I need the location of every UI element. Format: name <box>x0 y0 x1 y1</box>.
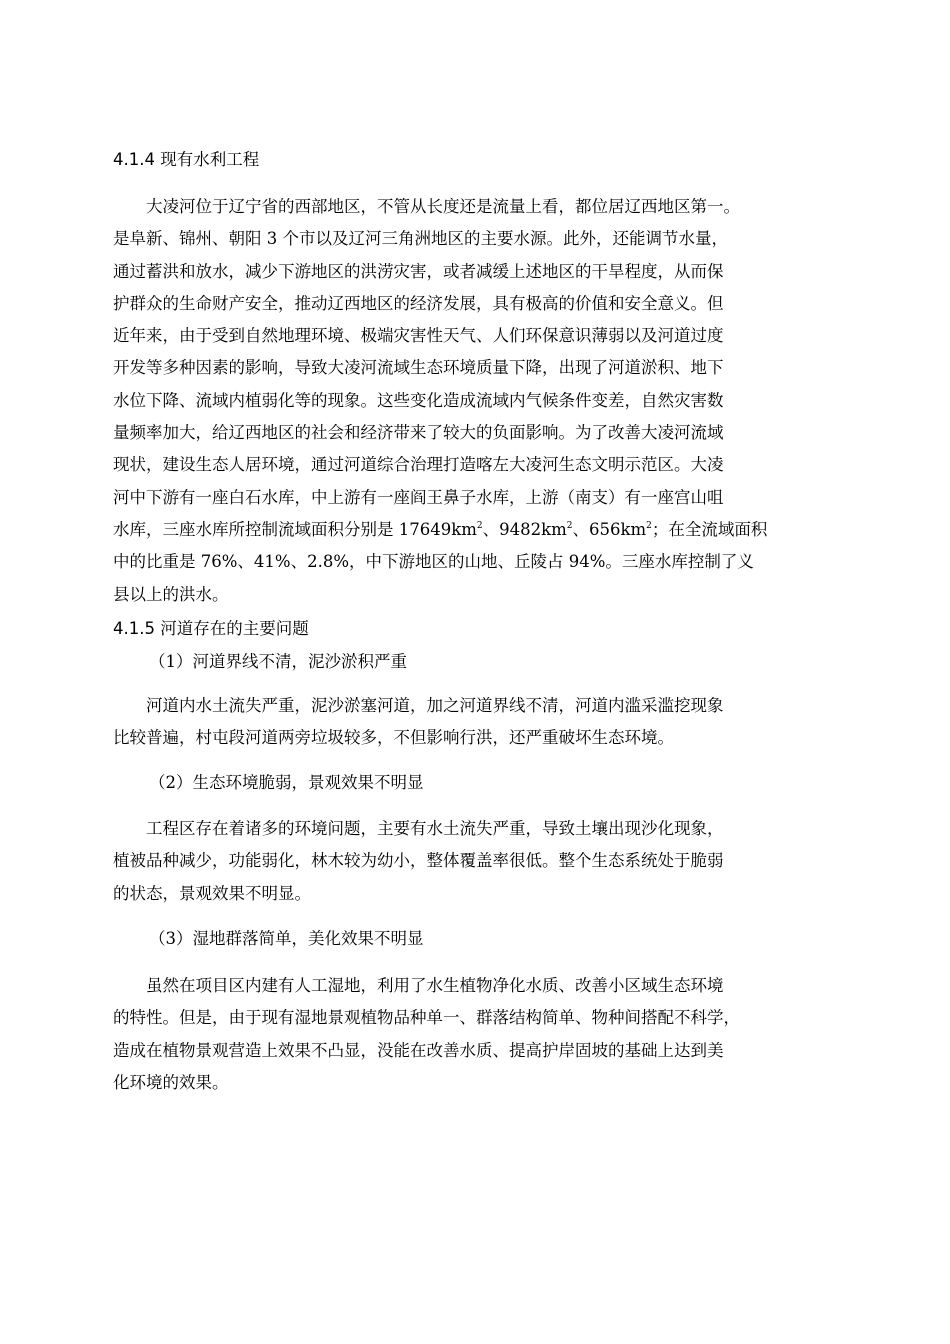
paragraph-line: 的特性。但是，由于现有湿地景观植物品种单一、群落结构简单、物种间搭配不科学， <box>113 1008 740 1028</box>
superscript: 2 <box>476 520 483 531</box>
paragraph-line: 现状，建设生态人居环境，通过河道综合治理打造喀左大凌河生态文明示范区。大凌 <box>113 455 724 475</box>
line-text: 水库，三座水库所控制流域面积分别是 17649km <box>113 519 477 539</box>
section-heading-4-1-4: 4.1.4 现有水利工程 <box>113 150 260 169</box>
subheading-item-1: （1）河道界线不清，泥沙淤积严重 <box>149 652 407 671</box>
paragraph-line: 水位下降、流域内植弱化等的现象。这些变化造成流域内气候条件变差，自然灾害数 <box>113 390 724 410</box>
paragraph-line: 比较普遍，村屯段河道两旁垃圾较多，不但影响行洪，还严重破坏生态环境。 <box>113 728 674 748</box>
line-text: 、656km <box>572 519 647 539</box>
paragraph-line-with-superscripts <box>113 514 839 546</box>
paragraph-line: 护群众的生命财产安全，推动辽西地区的经济发展，具有极高的价值和安全意义。但 <box>113 293 724 313</box>
superscript: 2 <box>646 520 652 531</box>
subheading-item-2: （2）生态环境脆弱，景观效果不明显 <box>149 773 424 792</box>
paragraph-line: 河中下游有一座白石水库，中上游有一座阎王鼻子水库，上游（南支）有一座宫山咀 <box>113 487 724 507</box>
paragraph-existing-water-projects <box>113 191 839 611</box>
paragraph-line: 近年来，由于受到自然地理环境、极端灾害性天气、人们环保意识薄弱以及河道过度 <box>113 326 724 346</box>
superscript: 2 <box>566 520 573 531</box>
paragraph-line: 虽然在项目区内建有人工湿地，利用了水生植物净化水质、改善小区域生态环境 <box>146 976 724 995</box>
paragraph-line: 工程区存在着诸多的环境问题，主要有水土流失严重，导致土壤出现沙化现象， <box>146 819 724 838</box>
line-text: 、9482km <box>482 519 567 539</box>
paragraph-line: 造成在植物景观营造上效果不凸显，没能在改善水质、提高护岸固坡的基础上达到美 <box>113 1040 724 1060</box>
paragraph-line: 河道内水土流失严重，泥沙淤塞河道，加之河道界线不清，河道内滥采滥挖现象 <box>146 696 724 715</box>
paragraph-item-1 <box>113 690 839 755</box>
section-heading-4-1-5: 4.1.5 河道存在的主要问题 <box>113 619 309 638</box>
paragraph-line: 中的比重是 76%、41%、2.8%，中下游地区的山地、丘陵占 94%。三座水库控制了义 <box>113 552 754 572</box>
paragraph-line: 是阜新、锦州、朝阳 3 个市以及辽河三角洲地区的主要水源。此外，还能调节水量， <box>113 229 728 249</box>
line-text: ；在全流域面积 <box>651 519 768 539</box>
subheading-item-3: （3）湿地群落简单，美化效果不明显 <box>149 929 424 948</box>
paragraph-line: 开发等多种因素的影响，导致大凌河流域生态环境质量下降，出现了河道淤积、地下 <box>113 358 724 378</box>
paragraph-item-2 <box>113 813 839 910</box>
paragraph-line: 的状态，景观效果不明显。 <box>113 883 311 903</box>
paragraph-line: 通过蓄洪和放水，减少下游地区的洪涝灾害，或者减缓上述地区的干旱程度，从而保 <box>113 261 724 281</box>
paragraph-line: 县以上的洪水。 <box>113 584 229 604</box>
paragraph-line: 植被品种减少，功能弱化，林木较为幼小，整体覆盖率很低。整个生态系统处于脆弱 <box>113 851 724 871</box>
paragraph-line: 量频率加大，给辽西地区的社会和经济带来了较大的负面影响。为了改善大凌河流域 <box>113 423 724 443</box>
paragraph-line: 大凌河位于辽宁省的西部地区，不管从长度还是流量上看，都位居辽西地区第一。 <box>146 197 740 216</box>
paragraph-item-3 <box>113 970 839 1099</box>
paragraph-line: 化环境的效果。 <box>113 1072 229 1092</box>
